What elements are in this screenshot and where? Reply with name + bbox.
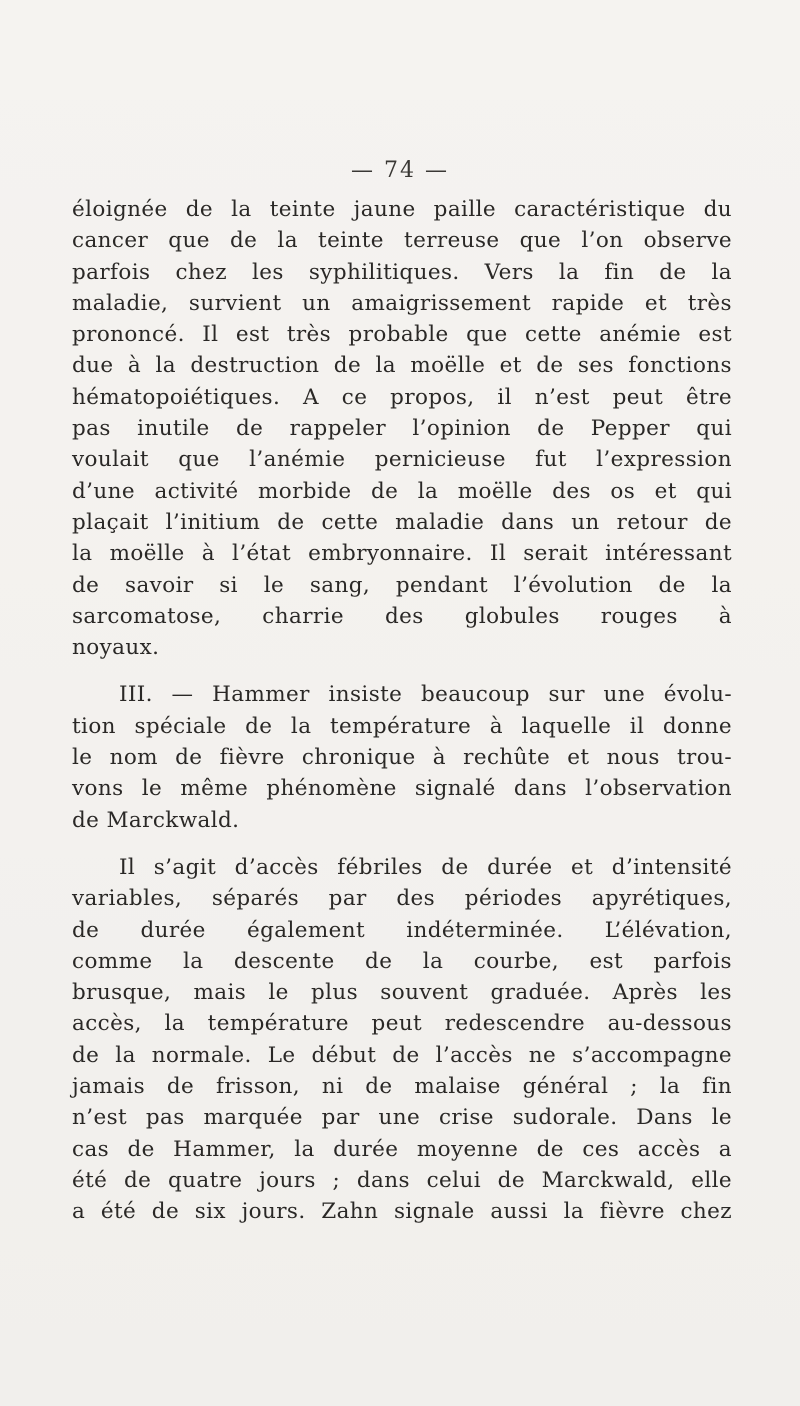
text-line: III. — Hammer insiste beaucoup sur une évolu- bbox=[119, 682, 732, 708]
text-line: due à la destruction de la moëlle et de ses fonctions bbox=[72, 353, 732, 379]
body-text bbox=[72, 194, 732, 1228]
paragraph-spacer bbox=[72, 836, 732, 852]
paragraph-2 bbox=[72, 679, 732, 835]
text-line: la moëlle à l’état embryonnaire. Il serait intéressant bbox=[72, 541, 732, 567]
text-line: cas de Hammer, la durée moyenne de ces accès a bbox=[72, 1136, 732, 1162]
text-line: n’est pas marquée par une crise sudorale. Dans le bbox=[72, 1105, 732, 1131]
text-line: cancer que de la teinte terreuse que l’on observe bbox=[72, 228, 732, 254]
text-line: sarcomatose, charrie des globules rouges à bbox=[72, 603, 732, 629]
text-line: hématopoiétiques. A ce propos, il n’est peut être bbox=[72, 384, 732, 410]
text-line: Il s’agit d’accès fébriles de durée et d’intensité bbox=[119, 854, 732, 880]
text-line: de savoir si le sang, pendant l’évolution de la bbox=[72, 572, 732, 598]
text-line: plaçait l’initium de cette maladie dans un retour de bbox=[72, 509, 732, 535]
text-line: de durée également indéterminée. L’élévation, bbox=[72, 917, 732, 943]
text-line: jamais de frisson, ni de malaise général ; la fin bbox=[72, 1074, 732, 1100]
text-line: été de quatre jours ; dans celui de Marckwald, elle bbox=[72, 1167, 732, 1193]
text-line: prononcé. Il est très probable que cette anémie est bbox=[72, 322, 732, 348]
text-line: de Marckwald. bbox=[72, 807, 240, 833]
paragraph-spacer bbox=[72, 663, 732, 679]
text-line: parfois chez les syphilitiques. Vers la fin de la bbox=[72, 259, 732, 285]
text-line: pas inutile de rappeler l’opinion de Pepper qui bbox=[72, 416, 732, 442]
text-line: noyaux. bbox=[72, 635, 160, 661]
text-line: a été de six jours. Zahn signale aussi la fièvre chez bbox=[72, 1199, 732, 1225]
text-line: le nom de fièvre chronique à rechûte et nous trou- bbox=[72, 745, 732, 771]
text-line: accès, la température peut redescendre au-dessous bbox=[72, 1011, 732, 1037]
text-line: maladie, survient un amaigrissement rapide et très bbox=[72, 290, 732, 316]
text-line: éloignée de la teinte jaune paille caractéristique du bbox=[72, 197, 732, 222]
text-line: voulait que l’anémie pernicieuse fut l’expression bbox=[72, 447, 732, 473]
text-line: vons le même phénomène signalé dans l’observation bbox=[72, 776, 732, 802]
text-line: variables, séparés par des périodes apyrétiques, bbox=[72, 886, 732, 912]
text-line: tion spéciale de la température à laquelle il donne bbox=[72, 713, 732, 739]
paragraph-3 bbox=[72, 852, 732, 1228]
paragraph-1 bbox=[72, 194, 732, 663]
page-number: — 74 — bbox=[351, 158, 449, 183]
text-line: d’une activité morbide de la moëlle des os et qui bbox=[72, 478, 732, 504]
text-line: comme la descente de la courbe, est parfois bbox=[72, 948, 732, 974]
text-line: de la normale. Le début de l’accès ne s’accompagne bbox=[72, 1042, 732, 1068]
text-line: brusque, mais le plus souvent graduée. Après les bbox=[72, 980, 732, 1006]
